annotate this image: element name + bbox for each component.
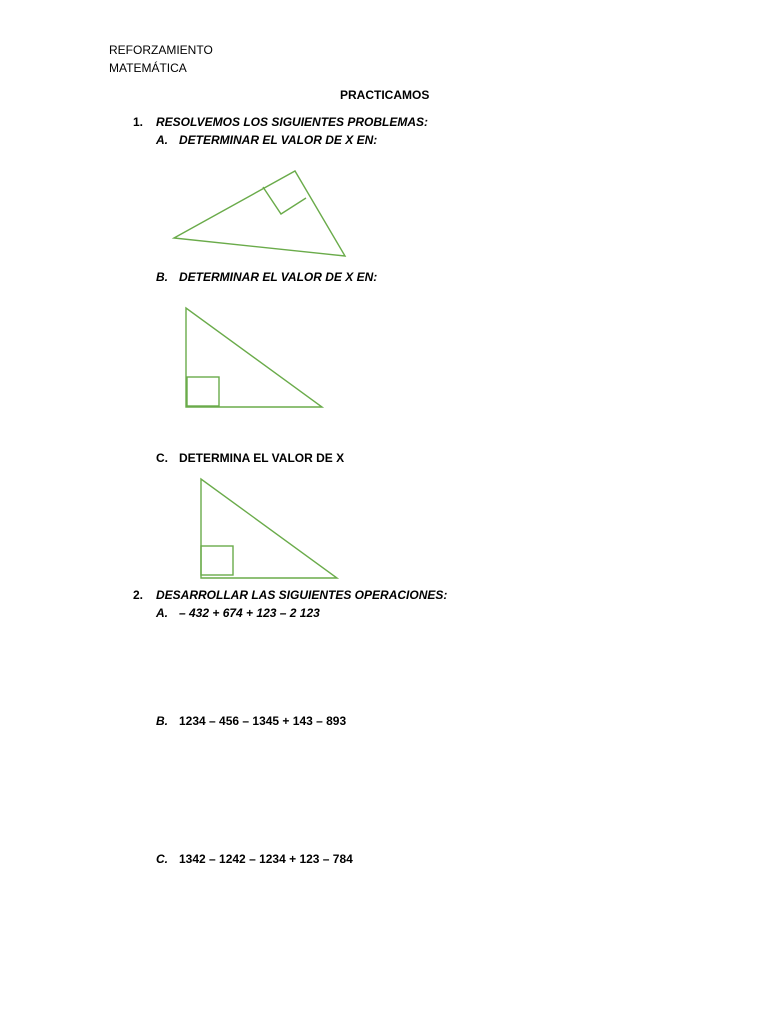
item-1b-letter: B. [156,270,168,284]
section-2-number: 2. [133,588,144,602]
section-1-number: 1. [133,115,144,129]
item-2c-text: 1342 – 1242 – 1234 + 123 – 784 [179,852,353,866]
right-angle-marker-b [187,377,219,406]
triangle-c [201,479,337,578]
item-2b-text: 1234 – 456 – 1345 + 143 – 893 [179,714,347,728]
item-1b-text: DETERMINAR EL VALOR DE X EN: [179,270,378,284]
item-2b-letter: B. [156,714,168,728]
item-2a-letter: A. [156,606,168,620]
right-angle-marker-a [263,187,306,214]
header-line-1: REFORZAMIENTO [109,43,213,57]
section-2-heading: DESARROLLAR LAS SIGUIENTES OPERACIONES: [156,588,448,602]
item-2a-text: – 432 + 674 + 123 – 2 123 [179,606,320,620]
page-title: PRACTICAMOS [340,88,430,102]
item-1c-text: DETERMINA EL VALOR DE X [179,451,345,465]
section-1-heading: RESOLVEMOS LOS SIGUIENTES PROBLEMAS: [156,115,429,129]
triangle-b [186,308,322,407]
item-1c-letter: C. [156,451,168,465]
item-1a-letter: A. [156,133,168,147]
item-2c-letter: C. [156,852,168,866]
item-1a-text: DETERMINAR EL VALOR DE X EN: [179,133,378,147]
triangle-a [174,171,345,256]
header-line-2: MATEMÁTICA [109,61,187,75]
right-angle-marker-c [201,546,233,575]
